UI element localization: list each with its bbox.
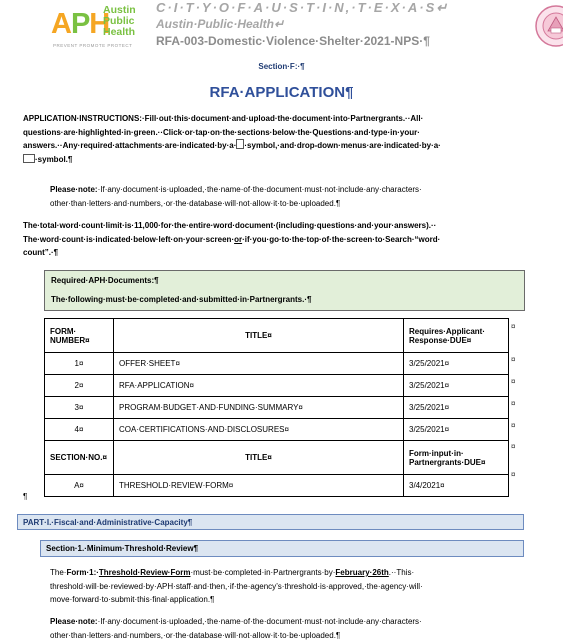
header-title: TITLE¤ <box>114 319 404 353</box>
header-due: Requires·Applicant· Response·DUE¤ <box>404 319 509 353</box>
part-heading: PART·I.·Fiscal·and·Administrative·Capacity¶ <box>17 514 524 530</box>
upload-note-2: Please·note:·If·any·document·is·uploaded,·the·name·of·the·document·must·not·include·any·characters· other·than·letters·and·numbers,·or·the·database·will·not·allow·it·to·be·uploaded.¶ <box>50 617 422 640</box>
table-row: 1¤ OFFER·SHEET¤ 3/25/2021¤ <box>45 353 509 375</box>
forms-table <box>44 318 509 497</box>
logo-words: Austin Public Health <box>103 4 136 38</box>
header-due: Form·input·in· Partnergrants·DUE¤ <box>404 441 509 475</box>
table-header-row <box>45 319 509 353</box>
row-end-mark: ¤ <box>511 421 516 430</box>
logo-tagline: PREVENT PROMOTE PROTECT <box>53 43 133 48</box>
row-end-mark: ¤ <box>511 322 516 331</box>
table-row: A¤ THRESHOLD·REVIEW·FORM¤ 3/4/2021¤ <box>45 475 509 497</box>
table-row: 3¤ PROGRAM·BUDGET·AND·FUNDING·SUMMARY¤ 3/25/2021¤ <box>45 397 509 419</box>
section-heading: Section·1.·Minimum·Threshold·Review¶ <box>40 540 524 557</box>
row-end-mark: ¤ <box>511 355 516 364</box>
logo-letters: APH <box>51 8 110 40</box>
city-seal-icon <box>534 3 563 49</box>
aph-title: Austin·Public·Health↵ <box>156 17 285 31</box>
dropdown-menu-icon <box>23 154 35 163</box>
word-count-note: The·total·word·count·limit·is·11,000·for·the·entire·word·document·(including·questions·and·your·answers).·· The·word·count·is·indicated·below·left·on·your·screen·or·if·you·go·to·the·top·of·the·screen·to·Search·“word· count”.·¶ <box>23 221 441 257</box>
attachment-icon <box>236 139 244 149</box>
paragraph-mark: ¶ <box>23 492 28 501</box>
upload-note: Please·note:·If·any·document·is·uploaded,·the·name·of·the·document·must·not·include·any·characters· other·than·letters·and·numbers,·or·the·database·will·not·allow·it·to·be·uploaded.¶ <box>50 185 422 208</box>
section-label: Section·F:·¶ <box>258 62 305 71</box>
threshold-paragraph: The·Form·1:·Threshold·Review·Form·must·be·completed·in·Partnergrants·by·February·26th.··This· threshold·will·be·reviewed·by·APH·staff·and·then,·if·the·agency’s·threshold·is·approved,·the·agency·will· move·forward·to·submit·this·final·application.¶ <box>50 568 423 604</box>
rfa-title: RFA-003-Domestic·Violence·Shelter·2021-NPS·¶ <box>156 34 430 48</box>
row-end-mark: ¤ <box>511 399 516 408</box>
page-title: RFA·APPLICATION¶ <box>209 84 354 101</box>
application-instructions: APPLICATION·INSTRUCTIONS:·Fill·out·this·document·and·upload·the·document·into·Partnergrants.··All· questions·are·highlighted·in·green.··Click·or·tap·on·the·sections·below·the·Questions·and·type·in·your· answers.··Any·required·attachments·are·indicated·by·a· ·symbol,·and·drop-down·menus·are·indicated·by·a· ·symbol.¶ <box>23 114 441 164</box>
table-row: 2¤ RFA·APPLICATION¤ 3/25/2021¤ <box>45 375 509 397</box>
aph-logo <box>51 4 151 48</box>
required-documents-subheading: The·following·must·be·completed·and·submitted·in·Partnergrants.·¶ <box>51 295 312 304</box>
header-form-number: FORM· NUMBER¤ <box>45 319 114 353</box>
document-header <box>46 0 546 52</box>
required-documents-box <box>44 270 525 311</box>
row-end-mark: ¤ <box>511 442 516 451</box>
table-row: 4¤ COA·CERTIFICATIONS·AND·DISCLOSURES¤ 3/25/2021¤ <box>45 419 509 441</box>
header-section-number: SECTION·NO.¤ <box>45 441 114 475</box>
city-title: C·I·T·Y·O·F·A·U·S·T·I·N,·T·E·X·A·S↵ <box>156 0 450 15</box>
row-end-mark: ¤ <box>511 377 516 386</box>
header-title: TITLE¤ <box>114 441 404 475</box>
table-header-row <box>45 441 509 475</box>
required-documents-heading: Required·APH·Documents:¶ <box>51 276 159 285</box>
row-end-mark: ¤ <box>511 470 516 479</box>
